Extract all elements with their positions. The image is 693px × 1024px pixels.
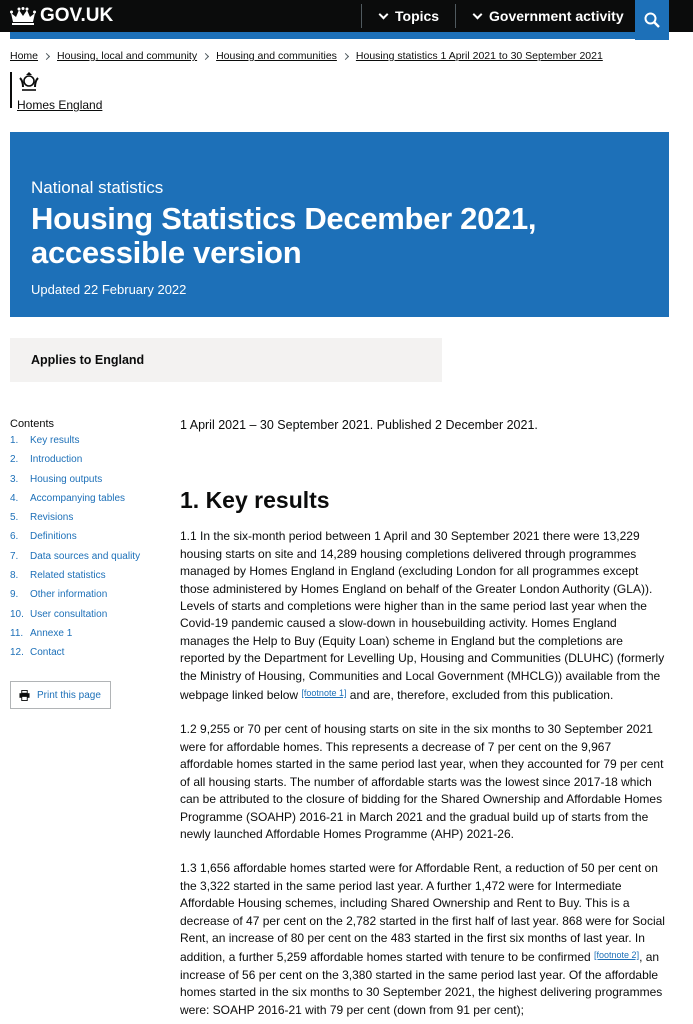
footnote-1-link[interactable]: [footnote 1] (301, 688, 347, 699)
contents-item-other-information[interactable] (10, 589, 170, 608)
contents-number: 7. (10, 550, 19, 562)
contents-item-contact[interactable] (10, 647, 170, 666)
contents-number: 9. (10, 589, 19, 601)
paragraph-1-1 (180, 528, 666, 704)
page-title-line1: Housing Statistics December 2021, (31, 201, 537, 236)
paragraph-text: and are, therefore, excluded from this publication. (346, 688, 614, 703)
contents-link[interactable]: Related statistics (30, 570, 106, 582)
contents-title: Contents (10, 418, 55, 430)
print-page-button[interactable] (10, 681, 111, 709)
government-activity-menu-button[interactable] (472, 8, 624, 24)
breadcrumb-housing-statistics[interactable]: Housing statistics 1 April 2021 to 30 September 2021 (355, 50, 603, 62)
applies-to-box: Applies to England (10, 338, 442, 382)
header-divider (361, 4, 362, 28)
contents-item-revisions[interactable] (10, 512, 170, 531)
logo-text: GOV.UK (40, 5, 114, 26)
contents-number: 1. (10, 435, 19, 446)
breadcrumb-housing-communities[interactable]: Housing and communities (216, 50, 337, 62)
header-divider (455, 4, 456, 28)
search-icon (644, 12, 660, 28)
contents-link[interactable]: Introduction (30, 454, 83, 466)
contents-number: 10. (10, 608, 24, 620)
paragraph-1-2: 1.2 9,255 or 70 per cent of housing starts on site in the six months to 30 September 2021 were for affordable homes. This represents a decrease of 7 per cent on the 9,967 affordable homes started in the same period last year, when they accounted for 79 per cent of all housing starts. The number of affordable starts was the lowest since 2017-18 which can be attributed to the closure of bidding for the Shared Ownership and Affordable Homes Programme (SOAHP) 2016-21 in March 2021 and the gradual build up of starts from the newly launched Affordable Homes Programme (AHP) 2021-26. (180, 722, 664, 841)
contents-item-housing-outputs[interactable] (10, 474, 170, 493)
organisation-link[interactable]: Homes England (17, 98, 103, 112)
print-label: Print this page (37, 689, 101, 701)
contents-item-annexe-1[interactable] (10, 628, 170, 647)
contents-number: 5. (10, 512, 19, 524)
section-heading-key-results: 1. Key results (180, 487, 330, 514)
document-type: National statistics (31, 178, 164, 197)
updated-date: Updated 22 February 2022 (31, 282, 187, 297)
footnote-2-link[interactable]: [footnote 2] (594, 950, 640, 961)
contents-number: 3. (10, 473, 19, 485)
contents-link[interactable]: Definitions (30, 531, 77, 543)
topics-label: Topics (395, 8, 440, 24)
contents-number: 11. (10, 627, 24, 639)
contents-item-definitions[interactable] (10, 531, 170, 550)
header-accent-bar (10, 32, 669, 39)
contents-item-data-sources[interactable] (10, 551, 170, 570)
chevron-down-icon (379, 9, 389, 19)
paragraph-text: 1.1 In the six-month period between 1 April and 30 September 2021 there were 13,229 housing starts on site and 14,289 housing completions delivered through programmes managed by Homes England in England (excluding London for all programmes except those administered by Homes England on behalf of the Greater London Authority (GLA)). Levels of starts and completions were higher than in the same period last year when the Covid-19 pandemic caused a slow-down in housebuilding activity. Homes England manages the Help to Buy (Equity Loan) scheme in England but the completions are reported by the Department for Levelling Up, Housing and Communities (DLUHC) (formerly the Ministry of Housing, Communities and Local Government (MHCLG)) available from the webpage linked below (180, 529, 665, 703)
breadcrumb-chevron-icon (342, 52, 349, 59)
contents-link[interactable]: Annexe 1 (30, 627, 73, 639)
contents-list (10, 418, 170, 667)
breadcrumb-home[interactable]: Home (10, 50, 39, 62)
contents-link[interactable]: Housing outputs (30, 473, 103, 485)
contents-item-key-results[interactable] (10, 435, 170, 454)
page-title (31, 202, 669, 270)
crown-icon (10, 7, 36, 25)
breadcrumb-chevron-icon (202, 52, 209, 59)
paragraph-text: , an increase of 56 per cent on the 3,380 started in the same period last year. Of the affordable homes started in the six months to 30 September 2021, the highest delivering programmes were: SOAHP 2016-21 with 79 per cent (down from 91 per cent); (180, 950, 663, 1017)
govuk-logo[interactable] (10, 5, 113, 27)
paragraph-1-3 (180, 860, 666, 1019)
breadcrumb-chevron-icon (43, 52, 50, 59)
breadcrumb (10, 50, 603, 62)
site-header (0, 0, 693, 32)
contents-link[interactable]: Contact (30, 647, 65, 659)
contents-link[interactable]: Key results (30, 435, 80, 446)
contents-link[interactable]: Revisions (30, 512, 74, 524)
contents-number: 2. (10, 454, 19, 466)
contents-item-introduction[interactable] (10, 454, 170, 473)
contents-link[interactable]: Other information (30, 589, 108, 601)
government-activity-label: Government activity (489, 8, 624, 24)
contents-number: 8. (10, 570, 19, 582)
page-title-line2: accessible version (31, 235, 302, 270)
organisation-logo (10, 72, 103, 112)
title-banner (10, 132, 669, 317)
paragraph-text: 1.3 1,656 affordable homes started were for Affordable Rent, a reduction of 50 per cent on the 3,322 started in the same period last year. A further 1,472 were for Intermediate Affordable Housing schemes, including Shared Ownership and Rent to Buy. This is a decrease of 47 per cent on the 2,782 started in the first half of last year. 868 were for Social Rent, an increase of 80 per cent on the 483 started in the first six months of last year. In addition, a further 5,259 affordable homes started with tenure to be confirmed (180, 861, 665, 965)
contents-number: 12. (10, 647, 24, 659)
contents-item-related-statistics[interactable] (10, 570, 170, 589)
contents-item-accompanying-tables[interactable] (10, 493, 170, 512)
contents-link[interactable]: Accompanying tables (30, 492, 126, 504)
printer-icon (19, 690, 30, 701)
published-line: 1 April 2021 – 30 September 2021. Published 2 December 2021. (180, 418, 538, 432)
main-content (180, 417, 666, 1024)
contents-number: 6. (10, 531, 19, 543)
contents-link[interactable]: Data sources and quality (30, 550, 141, 562)
contents-item-user-consultation[interactable] (10, 609, 170, 628)
royal-arms-icon (18, 72, 40, 92)
breadcrumb-housing-local-community[interactable]: Housing, local and community (57, 50, 198, 62)
contents-link[interactable]: User consultation (30, 608, 108, 620)
contents-number: 4. (10, 492, 19, 504)
topics-menu-button[interactable] (378, 8, 439, 24)
chevron-down-icon (473, 9, 483, 19)
